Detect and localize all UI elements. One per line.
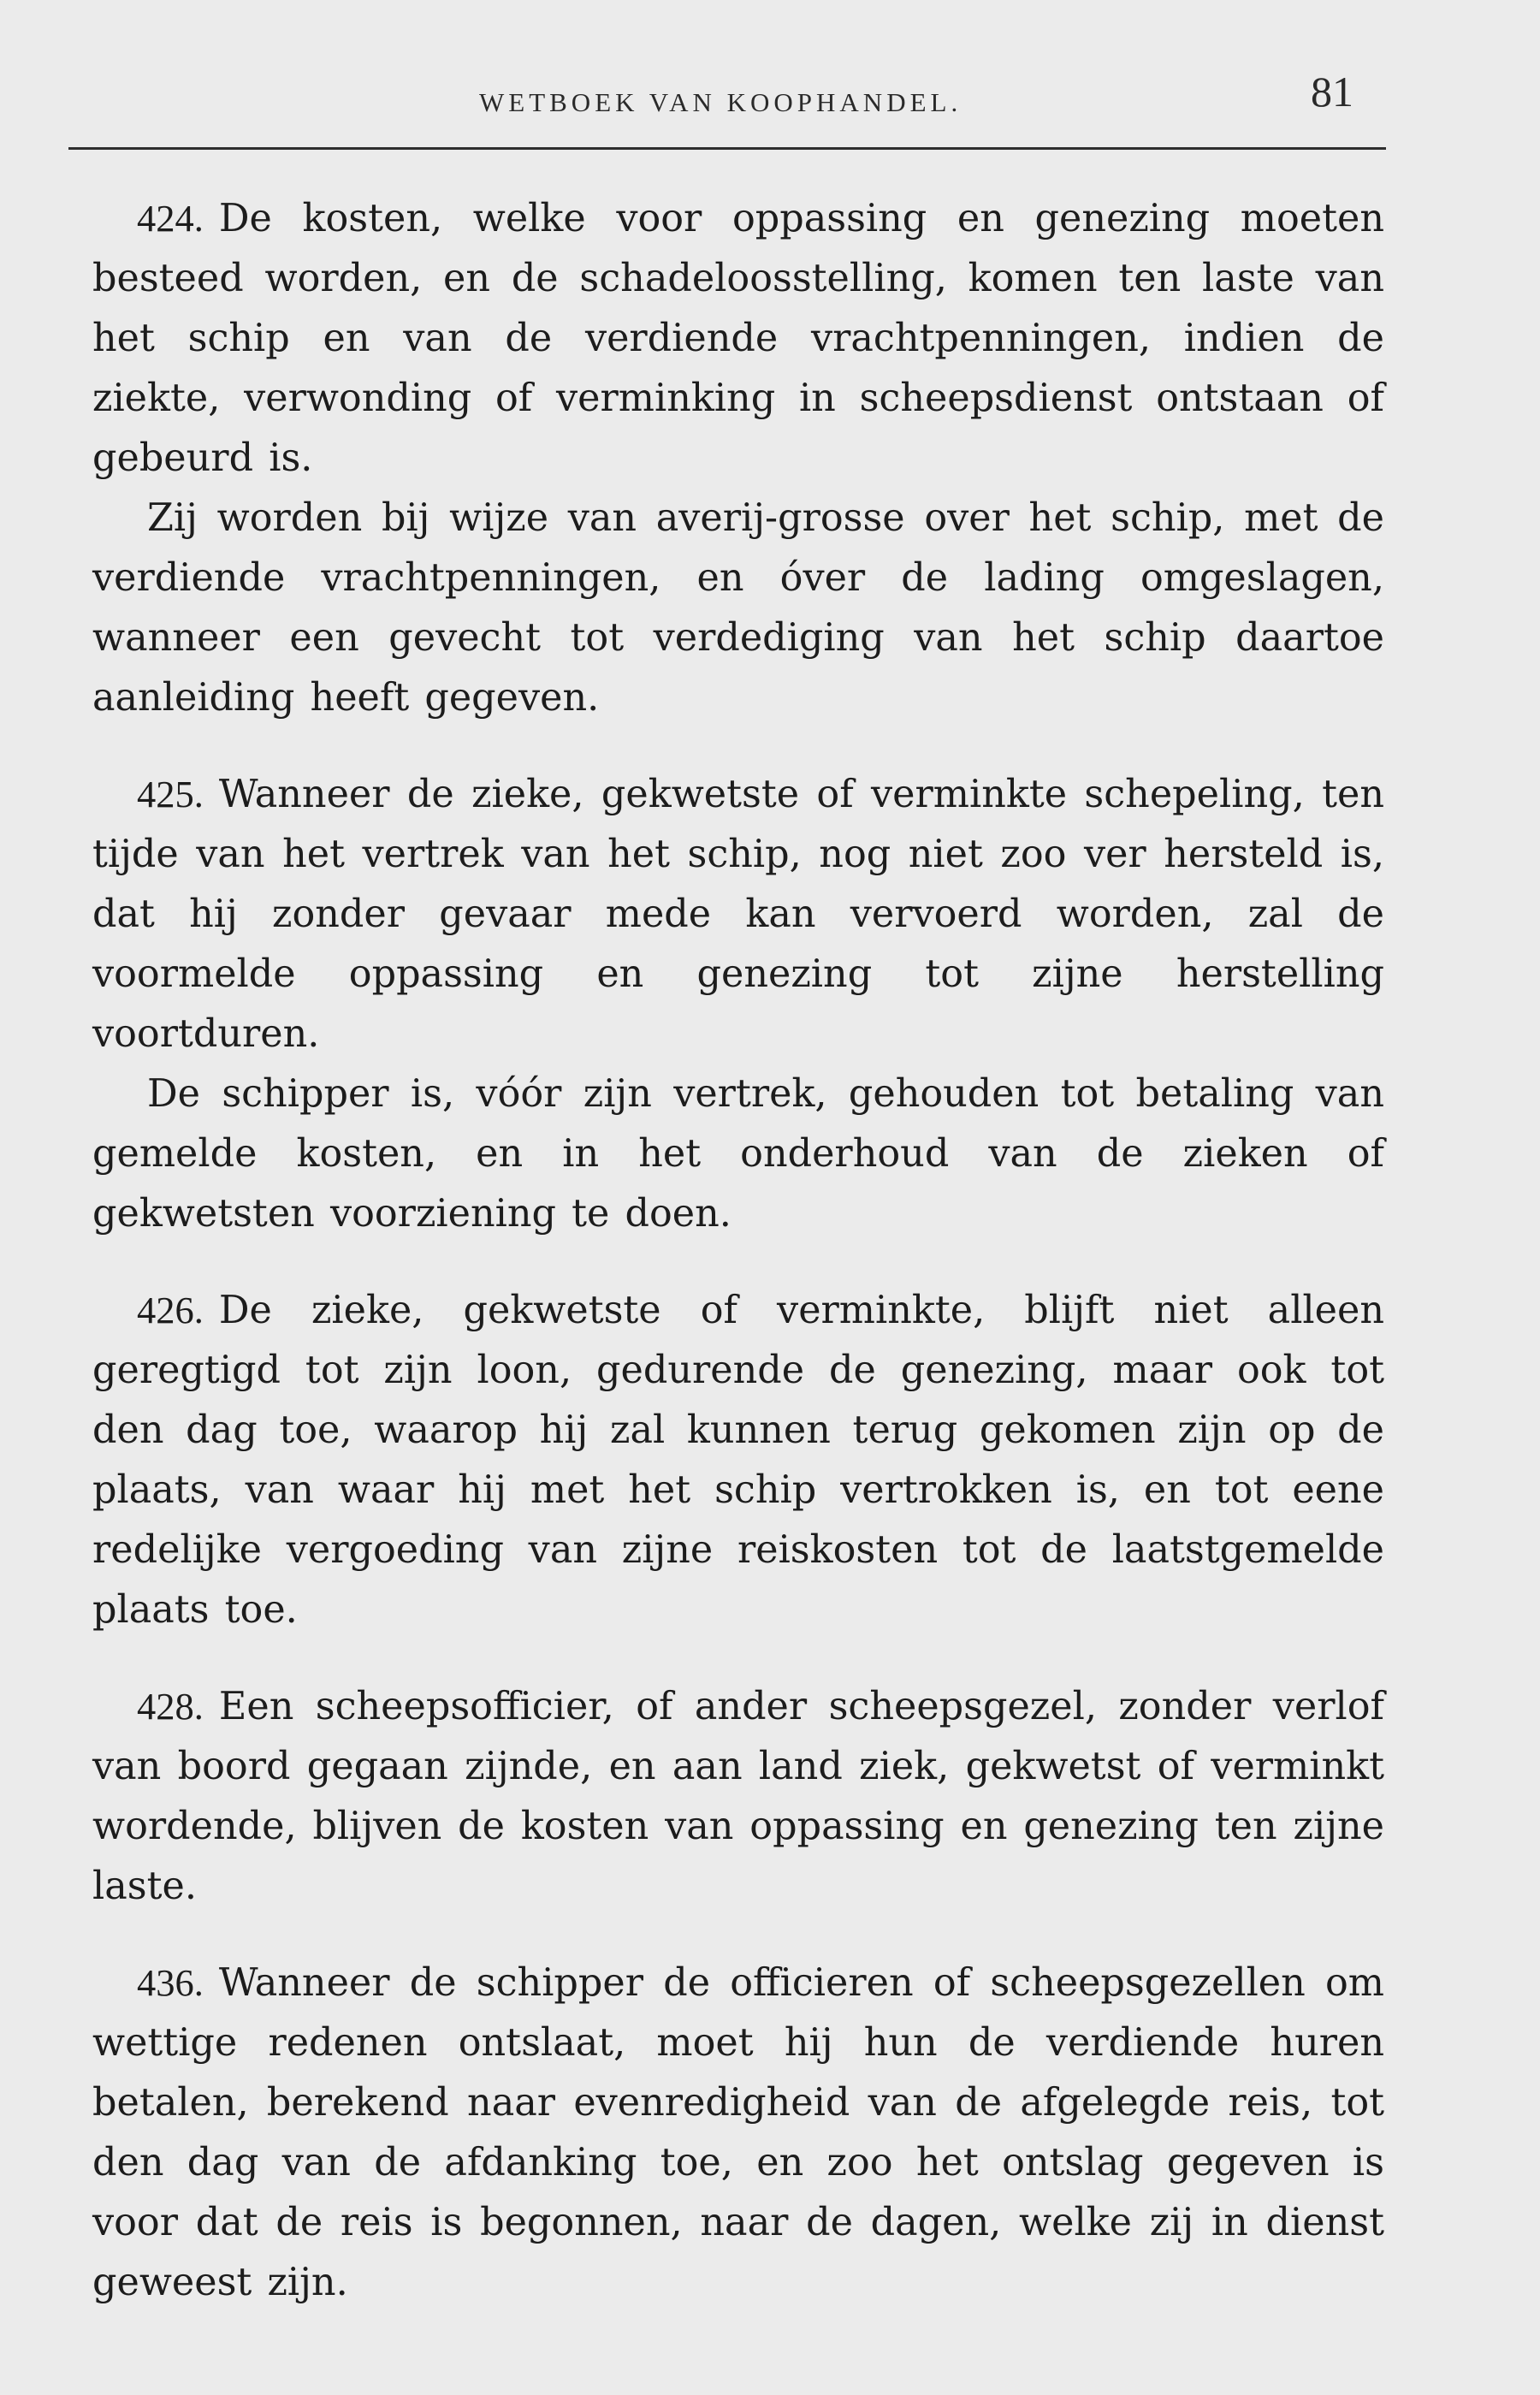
article-428 bbox=[92, 1676, 1384, 1917]
article-number: 428. bbox=[137, 1685, 204, 1728]
article-text: De schipper is, vóór zijn vertrek, gehouden tot betaling van gemelde kosten, en in het onderhoud van de zieken of gekwetsten voorziening te doen. bbox=[92, 1072, 1384, 1236]
article-text: Wanneer de schipper de officieren of scheepsgezellen om wettige redenen ontslaat, moet hij hun de verdiende huren betalen, berekend naar evenredigheid van de afgelegde reis, tot den dag van de afdanking toe, en zoo het ontslag gegeven is voor dat de reis is begonnen, naar de dagen, welke zij in dienst geweest zijn. bbox=[92, 1961, 1384, 2304]
article-text: Een scheepsofficier, of ander scheepsgezel, zonder verlof van boord gegaan zijnde, en aan land ziek, gekwetst of verminkt wordende, blijven de kosten van oppassing en genezing ten zijne laste. bbox=[92, 1685, 1384, 1908]
article-text: De kosten, welke voor oppassing en genezing moeten besteed worden, en de schadeloosstelling, komen ten laste van het schip en van de verdiende vrachtpenningen, indien de ziekte, verwonding of verminking in scheepsdienst ontstaan of gebeurd is. bbox=[92, 197, 1384, 480]
page-body bbox=[92, 188, 1384, 2349]
article-paragraph bbox=[92, 188, 1384, 489]
article-paragraph bbox=[92, 764, 1384, 1064]
article-426 bbox=[92, 1280, 1384, 1640]
article-number: 436. bbox=[137, 1961, 204, 2004]
article-424 bbox=[92, 188, 1384, 728]
article-number: 426. bbox=[137, 1289, 204, 1331]
article-text: De zieke, gekwetste of verminkte, blijft niet alleen geregtigd tot zijn loon, gedurende de genezing, maar ook tot den dag toe, waarop hij zal kunnen terug gekomen zijn op de plaats, van waar hij met het schip vertrokken is, en tot eene redelijke vergoeding van zijne reiskosten tot de laatstgemelde plaats toe. bbox=[92, 1289, 1384, 1632]
article-text: Zij worden bij wijze van averij-grosse over het schip, met de verdiende vrachtpenningen, en óver de lading omgeslagen, wanneer een gevecht tot verdediging van het schip daartoe aanleiding heeft gegeven. bbox=[92, 496, 1384, 720]
article-paragraph bbox=[92, 489, 1384, 728]
article-paragraph bbox=[92, 1280, 1384, 1640]
article-number: 425. bbox=[137, 773, 204, 815]
article-number: 424. bbox=[137, 197, 204, 240]
article-425 bbox=[92, 764, 1384, 1244]
page-header bbox=[68, 62, 1386, 156]
article-paragraph bbox=[92, 1064, 1384, 1244]
running-title: WETBOEK VAN KOOPHANDEL. bbox=[479, 87, 962, 117]
page-number: 81 bbox=[1311, 68, 1353, 116]
article-paragraph bbox=[92, 1676, 1384, 1917]
article-text: Wanneer de zieke, gekwetste of verminkte schepeling, ten tijde van het vertrek van het schip, nog niet zoo ver hersteld is, dat hij zonder gevaar mede kan vervoerd worden, zal de voormelde oppassing en genezing tot zijne herstelling voortduren. bbox=[92, 773, 1384, 1056]
article-paragraph bbox=[92, 1953, 1384, 2313]
article-436 bbox=[92, 1953, 1384, 2313]
header-rule bbox=[68, 147, 1386, 150]
